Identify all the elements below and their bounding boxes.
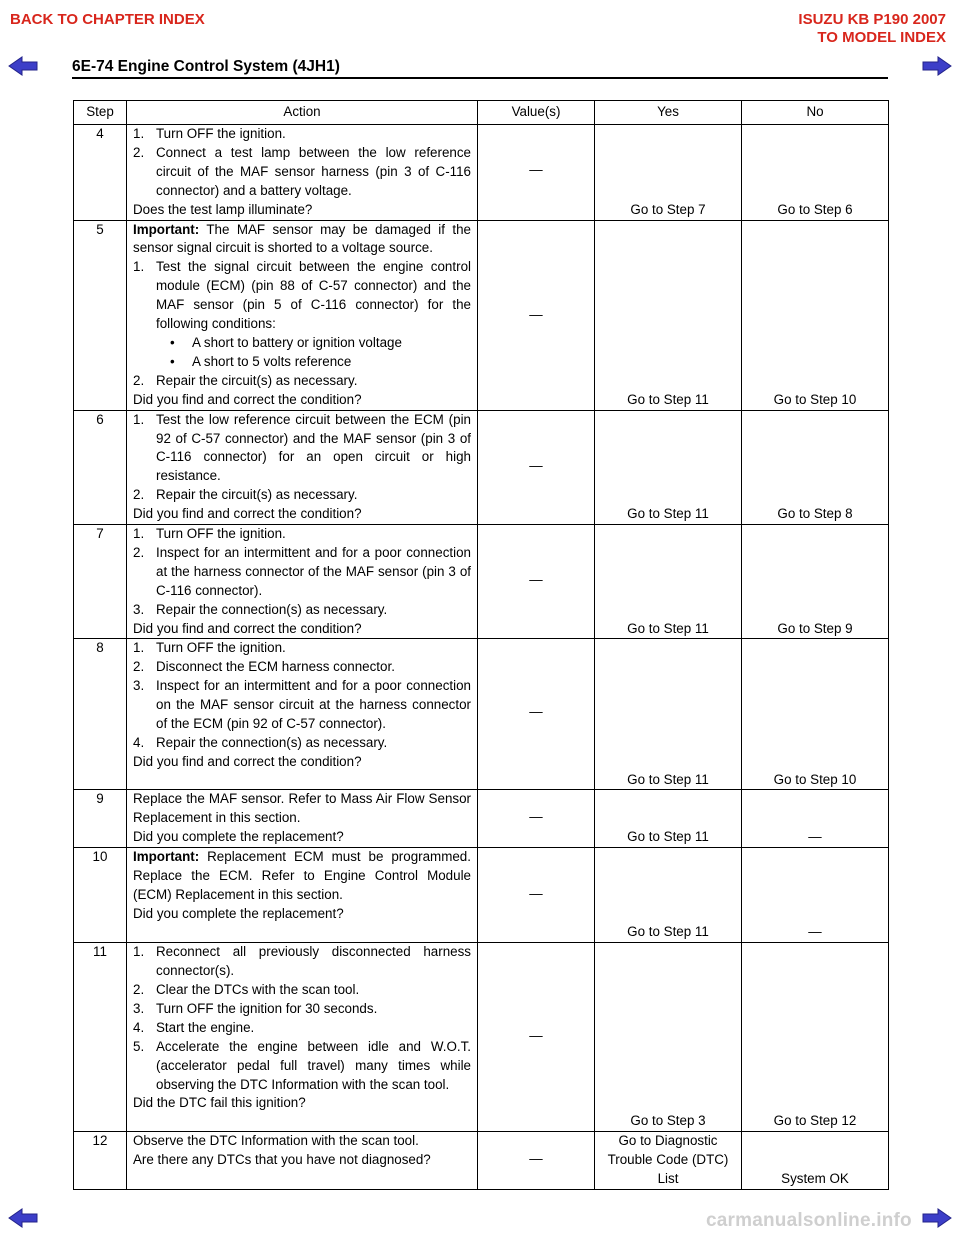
step-question: Did you complete the replacement? <box>133 829 344 845</box>
item-text: Repair the connection(s) as necessary. <box>156 735 388 750</box>
action-cell <box>127 639 478 790</box>
column-header-action: Action <box>127 101 478 125</box>
item-number: 1. <box>133 259 145 275</box>
yes-cell <box>595 1132 742 1190</box>
action-cell <box>127 410 478 524</box>
item-number: 1. <box>133 640 145 656</box>
value-cell <box>478 125 595 221</box>
table-row <box>74 410 889 524</box>
step-number: 10 <box>74 848 127 943</box>
item-number: 5. <box>133 1038 145 1054</box>
item-text: Turn OFF the ignition for 30 seconds. <box>156 1000 378 1016</box>
step-question: Did you find and correct the condition? <box>133 391 362 407</box>
item-number: 3. <box>133 678 145 694</box>
step-number: 8 <box>74 639 127 790</box>
no-cell: Go to Step 10 <box>742 639 889 790</box>
action-cell <box>127 943 478 1132</box>
value-dash: — <box>529 1151 543 1167</box>
value-dash: — <box>529 1028 543 1044</box>
item-text: Test the low reference circuit between the ECM (pin 92 of C-57 connector) and the MAF sensor (pin 3 of C-116 connector) for an open circuit or high resistance. <box>156 411 471 484</box>
previous-page-arrow-icon[interactable] <box>8 56 38 76</box>
no-cell: — <box>742 790 889 848</box>
item-number: 4. <box>133 735 145 750</box>
no-cell: System OK <box>742 1132 889 1190</box>
item-number: 1. <box>133 411 145 427</box>
item-number: 4. <box>133 1019 145 1035</box>
back-to-chapter-index-link[interactable]: BACK TO CHAPTER INDEX <box>10 11 205 28</box>
item-text: Inspect for an intermittent and for a poor connection on the MAF sensor circuit at the harness connector of the ECM (pin 92 of C-57 connector). <box>156 678 471 732</box>
item-text: Inspect for an intermittent and for a poor connection at the harness connector of the MAF sensor (pin 3 of C-116 connector). <box>156 544 471 598</box>
item-number: 2. <box>133 982 145 997</box>
no-cell: Go to Step 12 <box>742 943 889 1132</box>
watermark: carmanualsonline.info <box>706 1210 912 1231</box>
value-cell <box>478 220 595 410</box>
item-text: Accelerate the engine between idle and W.O.T. (accelerator pedal full travel) many times while observing the DTC Information with the scan tool. <box>156 1038 471 1092</box>
table-row <box>74 525 889 639</box>
action-cell <box>127 220 478 410</box>
item-text: Connect a test lamp between the low reference circuit of the MAF sensor harness (pin 3 of C-116 connector) and a battery voltage. <box>156 144 471 198</box>
item-text: Repair the connection(s) as necessary. <box>156 601 388 617</box>
no-cell: Go to Step 9 <box>742 525 889 639</box>
column-header-values: Value(s) <box>478 101 595 125</box>
value-dash: — <box>529 809 543 825</box>
value-dash: — <box>529 457 543 473</box>
step-question: Did you complete the replacement? <box>133 905 344 921</box>
item-number: 2. <box>133 144 145 160</box>
step-number: 7 <box>74 525 127 639</box>
item-number: 2. <box>133 659 145 675</box>
table-row <box>74 943 889 1132</box>
item-text: Turn OFF the ignition. <box>156 640 286 656</box>
table-row <box>74 848 889 943</box>
item-text: Start the engine. <box>156 1019 255 1035</box>
table-row <box>74 790 889 848</box>
value-cell <box>478 525 595 639</box>
yes-cell: Go to Step 11 <box>595 525 742 639</box>
diagnostic-steps-table <box>73 100 889 1190</box>
step-question: Did you find and correct the condition? <box>133 753 362 769</box>
bullet-text: A short to 5 volts reference <box>192 353 352 369</box>
column-header-step: Step <box>74 101 127 125</box>
table-row <box>74 1132 889 1190</box>
step-number: 11 <box>74 943 127 1132</box>
column-header-yes: Yes <box>595 101 742 125</box>
value-dash: — <box>529 572 543 588</box>
yes-cell: Go to Step 11 <box>595 410 742 524</box>
table-row <box>74 639 889 790</box>
value-dash: — <box>529 704 543 720</box>
yes-line: Go to Diagnostic <box>618 1133 718 1149</box>
item-number: 3. <box>133 601 145 617</box>
item-text: Reconnect all previously disconnected harness connector(s). <box>156 944 471 979</box>
yes-line: Trouble Code (DTC) <box>607 1152 729 1168</box>
yes-line: List <box>657 1171 679 1186</box>
step-question: Did you find and correct the condition? <box>133 506 362 522</box>
yes-cell: Go to Step 11 <box>595 848 742 943</box>
step-question: Does the test lamp illuminate? <box>133 201 313 217</box>
value-cell <box>478 410 595 524</box>
step-number: 6 <box>74 410 127 524</box>
value-cell <box>478 639 595 790</box>
yes-cell: Go to Step 7 <box>595 125 742 221</box>
value-dash: — <box>529 306 543 322</box>
table-row <box>74 220 889 410</box>
item-text: Test the signal circuit between the engine control module (ECM) (pin 88 of C-57 connector) and the MAF sensor (pin 5 of C-116 connector) for the following conditions: <box>156 259 471 332</box>
value-cell <box>478 790 595 848</box>
item-number: 1. <box>133 944 145 960</box>
table-header-row <box>74 101 889 125</box>
item-text: Turn OFF the ignition. <box>156 526 286 542</box>
important-label: Important: <box>133 221 200 237</box>
step-number: 5 <box>74 220 127 410</box>
previous-page-arrow-icon[interactable] <box>8 1208 38 1228</box>
important-text: The MAF sensor may be damaged if the sensor signal circuit is shorted to a voltage source. <box>133 221 471 256</box>
step-question: Are there any DTCs that you have not diagnosed? <box>133 1152 431 1168</box>
step-number: 12 <box>74 1132 127 1190</box>
action-text: Replace the MAF sensor. Refer to Mass Air Flow Sensor Replacement in this section. <box>133 791 471 826</box>
action-cell <box>127 125 478 221</box>
action-cell <box>127 525 478 639</box>
action-cell <box>127 1132 478 1190</box>
item-text: Clear the DTCs with the scan tool. <box>156 982 360 997</box>
item-text: Repair the circuit(s) as necessary. <box>156 372 358 388</box>
to-model-index-link[interactable]: TO MODEL INDEX <box>817 29 946 46</box>
action-text: Replace the ECM. Refer to Engine Control Module (ECM) Replacement in this section. <box>133 868 471 902</box>
value-cell <box>478 943 595 1132</box>
value-dash: — <box>529 162 543 177</box>
item-text: Turn OFF the ignition. <box>156 126 286 141</box>
bullet-icon: • <box>170 353 175 369</box>
step-number: 9 <box>74 790 127 848</box>
important-label: Important: <box>133 849 200 865</box>
next-page-arrow-icon[interactable] <box>922 1208 952 1228</box>
item-number: 2. <box>133 544 145 560</box>
item-text: Disconnect the ECM harness connector. <box>156 659 395 675</box>
step-question: Did the DTC fail this ignition? <box>133 1095 306 1111</box>
item-number: 1. <box>133 526 145 542</box>
item-text: Repair the circuit(s) as necessary. <box>156 487 358 503</box>
yes-cell: Go to Step 11 <box>595 639 742 790</box>
header-divider <box>72 77 888 79</box>
value-dash: — <box>529 886 543 902</box>
no-cell: Go to Step 10 <box>742 220 889 410</box>
column-header-no: No <box>742 101 889 125</box>
no-cell: Go to Step 6 <box>742 125 889 221</box>
next-page-arrow-icon[interactable] <box>922 56 952 76</box>
step-question: Did you find and correct the condition? <box>133 620 362 636</box>
no-cell: — <box>742 848 889 943</box>
item-number: 2. <box>133 487 145 503</box>
bullet-text: A short to battery or ignition voltage <box>192 334 402 350</box>
action-cell <box>127 790 478 848</box>
value-cell <box>478 1132 595 1190</box>
no-cell: Go to Step 8 <box>742 410 889 524</box>
item-number: 3. <box>133 1000 145 1016</box>
action-cell <box>127 848 478 943</box>
yes-cell: Go to Step 11 <box>595 790 742 848</box>
bullet-icon: • <box>170 334 175 350</box>
item-number: 1. <box>133 126 145 141</box>
model-title-link[interactable]: ISUZU KB P190 2007 <box>798 11 946 28</box>
table-row <box>74 125 889 221</box>
item-number: 2. <box>133 372 145 388</box>
important-text: Replacement ECM must be programmed. <box>207 849 471 865</box>
action-text: Observe the DTC Information with the scan tool. <box>133 1133 419 1149</box>
step-number: 4 <box>74 125 127 221</box>
page-title: 6E-74 Engine Control System (4JH1) <box>72 58 340 75</box>
yes-cell: Go to Step 3 <box>595 943 742 1132</box>
yes-cell: Go to Step 11 <box>595 220 742 410</box>
value-cell <box>478 848 595 943</box>
